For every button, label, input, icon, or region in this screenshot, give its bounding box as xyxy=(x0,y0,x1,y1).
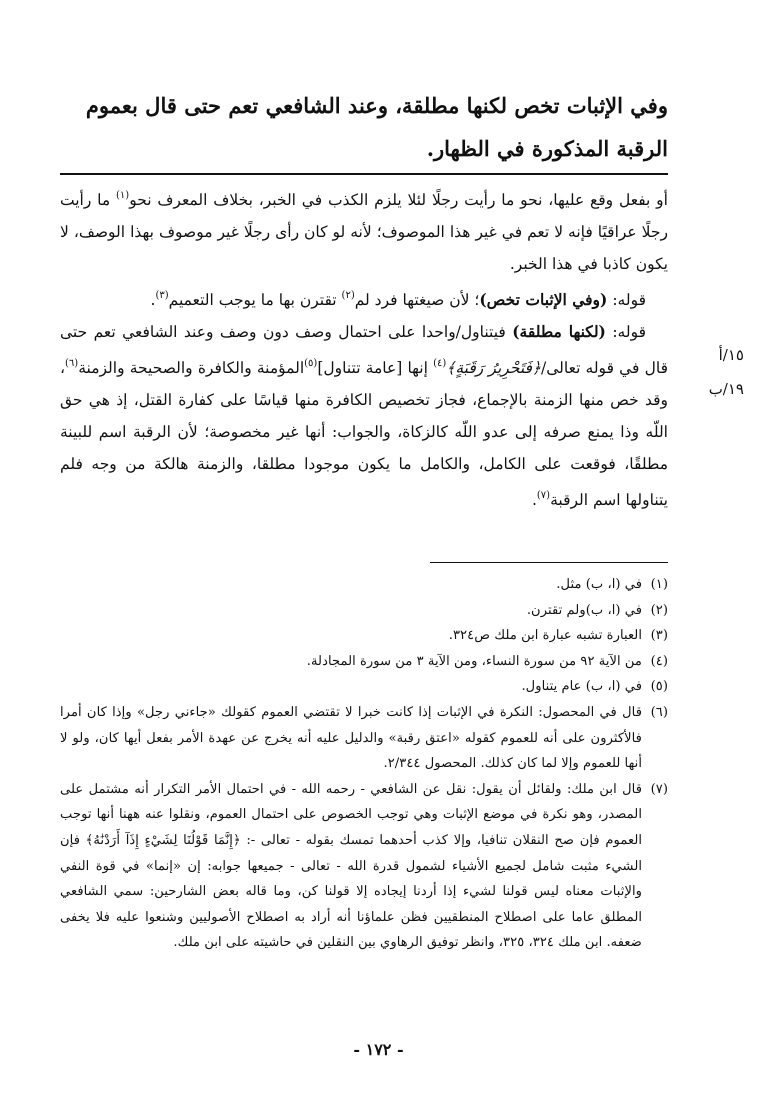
paragraph-1-part-a: أو بفعل وقع عليها، نحو ما رأيت رجلًا لئلا يلزم الكذب في الخبر، بخلاف المعرف نحو xyxy=(129,191,668,209)
footnote-ref-3: (٣) xyxy=(155,290,169,301)
footnote-number: (١) xyxy=(650,577,668,592)
margin-folio-2: ١٩/ب xyxy=(708,380,744,398)
footnotes xyxy=(60,572,668,956)
quoted-phrase-2: (وفي الإثبات تخص) xyxy=(479,290,608,309)
page-number: - ١٧٢ - xyxy=(353,1040,404,1059)
main-text xyxy=(60,180,668,516)
paragraph-3-part-d: المؤمنة والكافرة والصحيحة والزمنة xyxy=(78,359,305,377)
footnote-number: (٧) xyxy=(650,781,668,797)
paragraph-3-part-b: فيتناول/واحدا على احتمال وصف دون وصف وعند الشافعي تعم حتى قال في قوله تعالى/ xyxy=(60,323,669,377)
footnote-text: في (ا، ب)ولم تقترن. xyxy=(526,602,642,618)
quoted-phrase-3: (لكنها مطلقة) xyxy=(512,322,606,341)
paragraph-3-part-e: ، وقد خص منها الزمنة بالإجماع، فجاز تخصيص الكافرة منها قياسًا على كفارة القتل، إذ هي حق اللّه وذا يمنع صرفه إلى عدو اللّه كالزكاة، والجواب: أنها غير مخصوصة؛ لأن الرقبة اسم للبينة مطلقًا، فوقعت على الكامل، والكامل ما يكون موجودا مطلقا، والزمنة هالكة من وجه فلم يتناولها اسم الرقبة xyxy=(60,359,668,509)
paragraph-1 xyxy=(60,180,668,280)
footnote-text: العبارة تشبه عبارة ابن ملك ص٣٢٤. xyxy=(448,628,642,644)
footnote-number: (٥) xyxy=(650,679,668,695)
footnote-ref-7: (٧) xyxy=(536,490,551,501)
footnote-number: (٤) xyxy=(650,653,668,669)
paragraph-2 xyxy=(60,280,668,316)
footnote-ref-2: (٢) xyxy=(341,290,355,301)
quran-verse: ﴿فَتَحْرِيرُ رَقَبَةٍ﴾ xyxy=(446,359,541,377)
footnote-separator xyxy=(430,562,668,563)
footnote-text: في (ا، ب) عام يتناول. xyxy=(521,679,642,695)
paragraph-2-part-b: ؛ لأن صيغتها فرد لم xyxy=(354,291,480,309)
paragraph-3-part-a: قوله: xyxy=(605,323,646,341)
footnote-ref-6: (٦) xyxy=(65,358,79,369)
footnote-ref-1: (١) xyxy=(116,190,130,201)
chapter-heading: وفي الإثبات تخص لكنها مطلقة، وعند الشافعي تعم حتى قال بعموم الرقبة المذكورة في الظهار. xyxy=(85,93,668,161)
paragraph-3-part-c: إنها [عامة تتناول] xyxy=(317,359,434,377)
footnote-ref-5: (٥) xyxy=(304,358,318,369)
footnote-number: (٣) xyxy=(650,628,668,644)
footnote xyxy=(60,649,668,675)
footnote-text: قال في المحصول: النكرة في الإثبات إذا كانت خبرا لا تقتضي العموم كقولك «جاءني رجل» وإذا كان أمرا فالأكثرون على أنه للعموم كقوله «اعتق رقبة» والدليل عليه أنه يخرج عن عهدة الأمر بفعل أيها كان، ولو لا أنها للعموم وإلا لما كان كذلك. المحصول ٢/٣٤٤. xyxy=(60,704,642,772)
paragraph-2-part-a: قوله: xyxy=(607,291,646,309)
paragraph-2-part-c: تقترن بها ما يوجب التعميم xyxy=(168,291,342,309)
footnote-number: (٦) xyxy=(650,704,668,720)
footnote xyxy=(60,572,668,598)
footnote xyxy=(60,623,668,649)
footnote-ref-4: (٤) xyxy=(433,358,447,369)
footnote-text: في (ا، ب) مثل. xyxy=(556,577,642,592)
paragraph-2-part-d: . xyxy=(150,291,156,309)
paragraph-1-part-b: ما رأيت رجلًا عراقيًا فإنه لا تعم في غير هذا الموصوف؛ لأنه لو كان رأى رجلًا غير موصوف بهذا الوصف، لا يكون كاذبا في هذا الخبر. xyxy=(60,191,668,273)
paragraph-3-part-f: . xyxy=(531,491,537,509)
margin-folio-1: ١٥/أ xyxy=(718,346,744,364)
footnote xyxy=(60,700,668,777)
footnote xyxy=(60,598,668,624)
footnote-number: (٢) xyxy=(650,602,668,618)
paragraph-3 xyxy=(60,316,668,516)
footnote xyxy=(60,674,668,700)
footnote xyxy=(60,777,668,956)
heading-rule xyxy=(60,173,668,175)
footnote-text: قال ابن ملك: ولقائل أن يقول: نقل عن الشافعي - رحمه الله - في احتمال الأمر التكرار أنه مشتمل على المصدر، وهو نكرة في موضع الإثبات وهي توجب الخصوص على احتمال العموم، ونقلوا عنه ههنا أنها توجب العموم فإن صح النقلان تنافيا، وإلا كذب أحدهما تمسك بقوله - تعالى -: ﴿إِنَّمَا قَوْلُنَا لِشَيْءٍ إِذَآ أَرَدْنَٰهُ﴾ فإن الشيء مثبت شامل لجميع الأشياء لشمول قدرة الله - تعالى - جميعها جوابه: إن «إنما» في قوة النفي والإثبات معناه ليس قولنا لشيء إذا أردنا إيجاده إلا قولنا كن، وما قاله بعض الشارحين: سمي الشافعي المطلق عاما على اصطلاح المنطقيين فظن علماؤنا أنه أراد به اصطلاح الأصوليين وشنعوا عليه فلا يخفى ضعفه. ابن ملك ٣٢٤، ٣٢٥، وانظر توفيق الرهاوي بين النقلين في حاشيته على ابن ملك. xyxy=(60,781,642,951)
footnote-text: من الآية ٩٢ من سورة النساء، ومن الآية ٣ من سورة المجادلة. xyxy=(306,653,642,669)
